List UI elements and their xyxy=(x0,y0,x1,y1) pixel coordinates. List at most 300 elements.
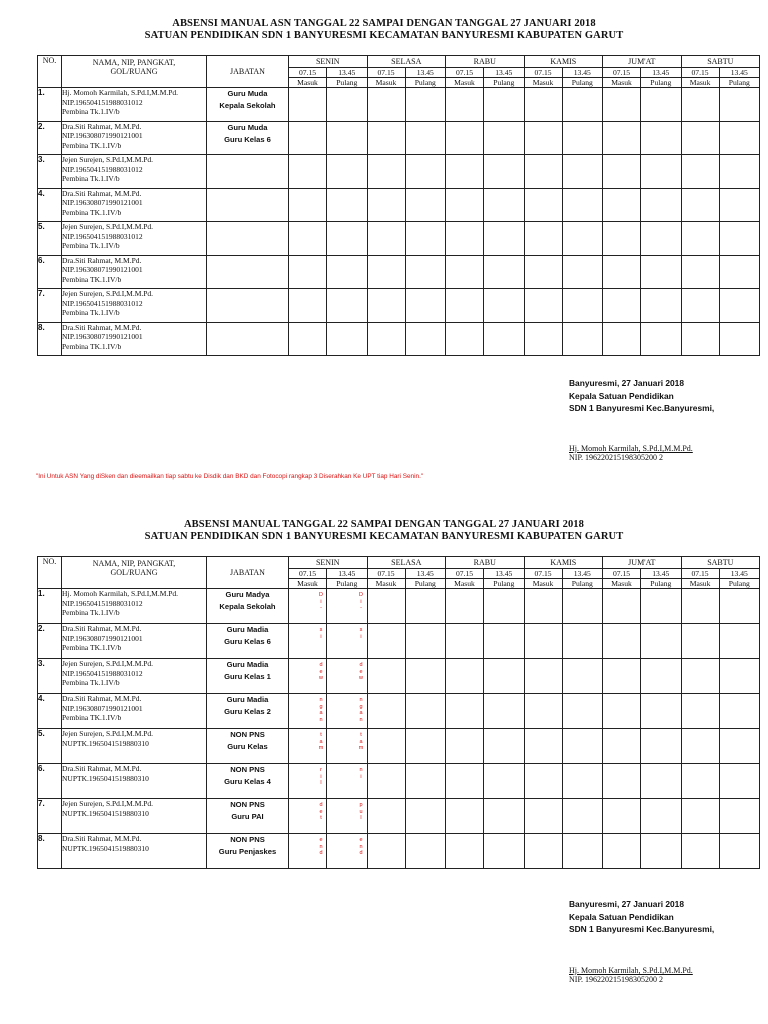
pulang-cell xyxy=(641,694,682,729)
masuk-cell xyxy=(289,589,327,624)
jabatan-line-1: Guru Muda xyxy=(227,122,268,132)
masuk-cell xyxy=(289,729,327,764)
pulang-cell xyxy=(562,188,603,222)
masuk-cell xyxy=(603,694,641,729)
row-number: 6. xyxy=(38,255,62,289)
masuk-cell xyxy=(446,834,484,869)
employee-cell xyxy=(62,729,207,764)
masuk-cell xyxy=(289,222,327,256)
masuk-cell xyxy=(446,289,484,323)
employee-name: Jejen Surejen, S.Pd.I,M.M.Pd. xyxy=(62,799,154,808)
pulang-cell xyxy=(327,222,368,256)
masuk-cell xyxy=(524,694,562,729)
masuk-cell xyxy=(681,729,719,764)
employee-name: Dra.Siti Rahmat, M.M.Pd. xyxy=(62,834,142,843)
signatory-name: Hj. Momoh Karmilah, S.Pd.I,M.M.Pd. xyxy=(569,444,693,453)
day-header: KAMIS xyxy=(524,56,603,68)
jabatan-line-1: NON PNS xyxy=(230,835,265,844)
pulang-cell xyxy=(405,255,446,289)
attendance-table-1 xyxy=(37,55,760,356)
employee-nip: NIP.196504151988031012 xyxy=(62,97,143,107)
day-header: SENIN xyxy=(289,56,368,68)
employee-rank: Pembina Tk.1.IV/b xyxy=(62,608,120,617)
time-in: 07.15 xyxy=(289,68,327,78)
masuk-cell xyxy=(681,222,719,256)
pulang-cell xyxy=(405,729,446,764)
day-header: JUM'AT xyxy=(603,557,682,569)
time-out: 13.45 xyxy=(562,569,603,579)
time-in: 07.15 xyxy=(367,68,405,78)
pulang-label: Pulang xyxy=(405,579,446,589)
masuk-label: Masuk xyxy=(289,78,327,88)
jabatan-cell xyxy=(207,624,289,659)
employee-name: Jejen Surejen, S.Pd.I,M.M.Pd. xyxy=(62,729,154,738)
employee-cell xyxy=(62,155,207,189)
pulang-cell xyxy=(327,255,368,289)
masuk-label: Masuk xyxy=(289,579,327,589)
masuk-cell xyxy=(603,188,641,222)
pulang-cell xyxy=(327,589,368,624)
masuk-cell xyxy=(524,834,562,869)
row-number: 7. xyxy=(38,799,62,834)
employee-cell xyxy=(62,589,207,624)
pulang-cell xyxy=(562,155,603,189)
jabatan-cell xyxy=(207,255,289,289)
jabatan-line-1: Guru Madia xyxy=(226,660,269,669)
pulang-label: Pulang xyxy=(562,78,603,88)
pulang-label: Pulang xyxy=(641,78,682,88)
time-out: 13.45 xyxy=(641,68,682,78)
pulang-cell xyxy=(641,729,682,764)
masuk-cell xyxy=(446,322,484,356)
employee-nip: NIP.196308071990121001 xyxy=(62,703,143,713)
row-number: 3. xyxy=(38,659,62,694)
masuk-cell xyxy=(367,834,405,869)
pulang-cell xyxy=(327,834,368,869)
pulang-cell xyxy=(484,659,525,694)
title-line-3: ABSENSI MANUAL TANGGAL 22 SAMPAI DENGAN TANGGAL 27 JANUARI 2018 xyxy=(184,519,584,530)
pulang-cell xyxy=(719,289,760,323)
masuk-cell xyxy=(289,799,327,834)
masuk-cell xyxy=(681,624,719,659)
masuk-cell xyxy=(446,799,484,834)
time-out: 13.45 xyxy=(562,68,603,78)
masuk-cell xyxy=(603,155,641,189)
signature-place-date: Banyuresmi, 27 Januari 2018 xyxy=(569,899,684,909)
masuk-cell xyxy=(446,255,484,289)
handwritten-note: d e w xyxy=(319,662,323,681)
table-row xyxy=(38,188,760,222)
time-in: 07.15 xyxy=(681,569,719,579)
row-number: 1. xyxy=(38,589,62,624)
employee-rank: Pembina TK.1.IV/b xyxy=(62,713,122,722)
pulang-cell xyxy=(562,222,603,256)
jabatan-cell xyxy=(207,799,289,834)
jabatan-line-1: Guru Madya xyxy=(225,590,270,599)
pulang-label: Pulang xyxy=(719,579,760,589)
masuk-cell xyxy=(367,289,405,323)
masuk-cell xyxy=(446,729,484,764)
time-out: 13.45 xyxy=(719,569,760,579)
handwritten-note: s i xyxy=(319,627,323,640)
masuk-cell xyxy=(681,764,719,799)
masuk-cell xyxy=(603,88,641,122)
jabatan-cell xyxy=(207,659,289,694)
signature-role: Kepala Satuan Pendidikan xyxy=(569,911,674,922)
handwritten-note: s i xyxy=(359,627,363,640)
employee-name: Dra.Siti Rahmat, M.M.Pd. xyxy=(62,255,142,265)
jabatan-line-1: NON PNS xyxy=(230,730,265,739)
pulang-cell xyxy=(719,624,760,659)
employee-cell xyxy=(62,834,207,869)
pulang-cell xyxy=(562,589,603,624)
employee-name: Dra.Siti Rahmat, M.M.Pd. xyxy=(62,624,142,633)
pulang-cell xyxy=(327,322,368,356)
jabatan-line-2: Guru Kelas 6 xyxy=(224,637,271,646)
signatory-name: Hj. Momoh Karmilah, S.Pd.I,M.M.Pd. xyxy=(569,966,693,975)
jabatan-line-1: NON PNS xyxy=(230,800,265,809)
row-number: 5. xyxy=(38,222,62,256)
table-row xyxy=(38,834,760,869)
pulang-label: Pulang xyxy=(641,579,682,589)
jabatan-line-1: Guru Muda xyxy=(227,89,268,98)
employee-rank: Pembina Tk.1.IV/b xyxy=(62,174,120,183)
employee-cell xyxy=(62,694,207,729)
day-header: SENIN xyxy=(289,557,368,569)
pulang-cell xyxy=(327,88,368,122)
pulang-label: Pulang xyxy=(327,78,368,88)
row-number: 4. xyxy=(38,188,62,222)
masuk-cell xyxy=(603,222,641,256)
masuk-cell xyxy=(524,589,562,624)
pulang-cell xyxy=(484,289,525,323)
pulang-cell xyxy=(327,121,368,155)
time-out: 13.45 xyxy=(719,68,760,78)
masuk-cell xyxy=(367,88,405,122)
masuk-cell xyxy=(446,222,484,256)
col-no-header: NO. xyxy=(38,557,62,589)
pulang-cell xyxy=(405,694,446,729)
jabatan-line-1: Guru Madia xyxy=(226,695,269,704)
employee-cell xyxy=(62,188,207,222)
pulang-cell xyxy=(562,764,603,799)
time-out: 13.45 xyxy=(484,68,525,78)
pulang-cell xyxy=(327,694,368,729)
pulang-cell xyxy=(484,729,525,764)
pulang-cell xyxy=(484,155,525,189)
handwritten-note: n i xyxy=(359,767,363,780)
day-header: SELASA xyxy=(367,557,446,569)
handwritten-note: e n d xyxy=(359,837,363,856)
day-header: SABTU xyxy=(681,56,760,68)
pulang-cell xyxy=(484,799,525,834)
handwritten-note: p u l xyxy=(359,802,363,821)
masuk-cell xyxy=(524,255,562,289)
header-row xyxy=(38,557,760,569)
signature-place-date: Banyuresmi, 27 Januari 2018 xyxy=(569,378,684,388)
masuk-cell xyxy=(446,589,484,624)
time-in: 07.15 xyxy=(603,68,641,78)
signature-block-1 xyxy=(569,377,714,415)
masuk-cell xyxy=(367,188,405,222)
day-header: SABTU xyxy=(681,557,760,569)
masuk-cell xyxy=(524,188,562,222)
masuk-cell xyxy=(446,659,484,694)
title-line-1: ABSENSI MANUAL ASN TANGGAL 22 SAMPAI DENGAN TANGGAL 27 JANUARI 2018 xyxy=(172,18,596,29)
pulang-cell xyxy=(719,188,760,222)
masuk-label: Masuk xyxy=(446,78,484,88)
masuk-cell xyxy=(603,799,641,834)
masuk-cell xyxy=(681,834,719,869)
employee-nip: NUPTK.1965041519880310 xyxy=(62,843,149,853)
employee-name: Hj. Momoh Karmilah, S.Pd.I,M.M.Pd. xyxy=(62,88,179,97)
jabatan-line-1: Guru Madia xyxy=(226,625,269,634)
masuk-cell xyxy=(524,289,562,323)
pulang-cell xyxy=(484,255,525,289)
time-in: 07.15 xyxy=(681,68,719,78)
jabatan-cell xyxy=(207,222,289,256)
masuk-cell xyxy=(289,155,327,189)
pulang-cell xyxy=(405,589,446,624)
masuk-cell xyxy=(367,729,405,764)
masuk-cell xyxy=(367,155,405,189)
jabatan-cell xyxy=(207,322,289,356)
col-name-header: NAMA, NIP, PANGKAT, GOL/RUANG xyxy=(62,557,207,589)
pulang-cell xyxy=(327,188,368,222)
employee-rank: Pembina TK.1.IV/b xyxy=(62,207,122,217)
employee-nip: NIP.196504151988031012 xyxy=(62,164,143,174)
masuk-cell xyxy=(367,589,405,624)
pulang-cell xyxy=(405,659,446,694)
employee-nip: NUPTK.1965041519880310 xyxy=(62,808,149,818)
pulang-cell xyxy=(719,764,760,799)
pulang-cell xyxy=(641,222,682,256)
jabatan-cell xyxy=(207,289,289,323)
pulang-label: Pulang xyxy=(562,579,603,589)
pulang-cell xyxy=(484,121,525,155)
handwritten-note: e n d xyxy=(319,837,323,856)
masuk-cell xyxy=(603,834,641,869)
employee-rank: Pembina TK.1.IV/b xyxy=(62,274,122,284)
row-number: 2. xyxy=(38,121,62,155)
time-out: 13.45 xyxy=(405,68,446,78)
masuk-cell xyxy=(681,589,719,624)
jabatan-line-2: Guru PAI xyxy=(231,812,264,821)
handwritten-note: r i l xyxy=(320,767,322,786)
pulang-cell xyxy=(484,322,525,356)
masuk-cell xyxy=(681,322,719,356)
pulang-cell xyxy=(719,121,760,155)
row-number: 8. xyxy=(38,322,62,356)
masuk-cell xyxy=(603,729,641,764)
handwritten-note: D i - xyxy=(319,592,323,611)
signatory-2 xyxy=(569,966,693,984)
pulang-cell xyxy=(327,764,368,799)
masuk-cell xyxy=(524,764,562,799)
pulang-cell xyxy=(405,289,446,323)
pulang-cell xyxy=(641,834,682,869)
row-number: 3. xyxy=(38,155,62,189)
pulang-cell xyxy=(719,589,760,624)
employee-cell xyxy=(62,799,207,834)
time-in: 07.15 xyxy=(289,569,327,579)
masuk-cell xyxy=(603,624,641,659)
pulang-cell xyxy=(327,799,368,834)
header-row xyxy=(38,56,760,68)
masuk-cell xyxy=(367,222,405,256)
employee-nip: NIP.196504151988031012 xyxy=(62,231,143,241)
masuk-cell xyxy=(603,322,641,356)
pulang-cell xyxy=(719,322,760,356)
pulang-cell xyxy=(327,729,368,764)
attendance-table-2 xyxy=(37,556,760,869)
employee-name: Jejen Surejen, S.Pd.I,M.M.Pd. xyxy=(62,659,154,668)
row-number: 1. xyxy=(38,88,62,122)
jabatan-cell xyxy=(207,764,289,799)
pulang-cell xyxy=(719,155,760,189)
masuk-cell xyxy=(446,121,484,155)
employee-name: Hj. Momoh Karmilah, S.Pd.I,M.M.Pd. xyxy=(62,589,179,598)
jabatan-line-2: Guru Kelas xyxy=(227,742,268,751)
table-row xyxy=(38,799,760,834)
pulang-cell xyxy=(719,255,760,289)
pulang-cell xyxy=(484,624,525,659)
employee-rank: Pembina TK.1.IV/b xyxy=(62,643,122,652)
masuk-label: Masuk xyxy=(603,579,641,589)
handwritten-note: n g a n xyxy=(359,697,363,723)
employee-cell xyxy=(62,289,207,323)
masuk-cell xyxy=(446,155,484,189)
jabatan-cell xyxy=(207,834,289,869)
handwritten-note: t a m xyxy=(358,732,364,751)
employee-nip: NIP.196504151988031012 xyxy=(62,668,143,678)
jabatan-cell xyxy=(207,88,289,122)
masuk-cell xyxy=(289,322,327,356)
jabatan-line-2: Guru Kelas 6 xyxy=(224,134,271,144)
masuk-cell xyxy=(367,322,405,356)
employee-rank: Pembina Tk.1.IV/b xyxy=(62,678,120,687)
time-out: 13.45 xyxy=(641,569,682,579)
row-number: 4. xyxy=(38,694,62,729)
col-no-header: NO. xyxy=(38,56,62,88)
masuk-cell xyxy=(289,834,327,869)
masuk-cell xyxy=(681,88,719,122)
time-in: 07.15 xyxy=(446,569,484,579)
pulang-cell xyxy=(327,624,368,659)
signature-school: SDN 1 Banyuresmi Kec.Banyuresmi, xyxy=(569,924,715,934)
col-name-header: NAMA, NIP, PANGKAT, GOL/RUANG xyxy=(62,56,207,88)
masuk-cell xyxy=(603,764,641,799)
day-header: RABU xyxy=(446,557,525,569)
masuk-cell xyxy=(446,188,484,222)
time-out: 13.45 xyxy=(484,569,525,579)
table-row xyxy=(38,88,760,122)
masuk-cell xyxy=(367,121,405,155)
masuk-cell xyxy=(524,155,562,189)
pulang-label: Pulang xyxy=(719,78,760,88)
masuk-cell xyxy=(367,659,405,694)
time-in: 07.15 xyxy=(524,569,562,579)
masuk-cell xyxy=(681,155,719,189)
jabatan-cell xyxy=(207,729,289,764)
pulang-cell xyxy=(641,121,682,155)
title-line-2: SATUAN PENDIDIKAN SDN 1 BANYURESMI KECAMATAN BANYURESMI KABUPATEN GARUT xyxy=(144,30,624,41)
pulang-cell xyxy=(405,764,446,799)
pulang-cell xyxy=(719,799,760,834)
pulang-cell xyxy=(484,764,525,799)
table-row xyxy=(38,322,760,356)
employee-cell xyxy=(62,322,207,356)
employee-name: Dra.Siti Rahmat, M.M.Pd. xyxy=(62,121,142,131)
pulang-cell xyxy=(562,88,603,122)
employee-cell xyxy=(62,255,207,289)
masuk-label: Masuk xyxy=(681,78,719,88)
pulang-cell xyxy=(641,659,682,694)
masuk-cell xyxy=(681,799,719,834)
pulang-cell xyxy=(641,322,682,356)
masuk-cell xyxy=(524,729,562,764)
jabatan-cell xyxy=(207,121,289,155)
jabatan-cell xyxy=(207,694,289,729)
employee-rank: Pembina TK.1.IV/b xyxy=(62,140,122,150)
employee-cell xyxy=(62,659,207,694)
pulang-cell xyxy=(719,694,760,729)
employee-name: Dra.Siti Rahmat, M.M.Pd. xyxy=(62,188,142,198)
table-row xyxy=(38,729,760,764)
time-in: 07.15 xyxy=(524,68,562,78)
pulang-cell xyxy=(562,834,603,869)
employee-rank: Pembina TK.1.IV/b xyxy=(62,341,122,351)
pulang-cell xyxy=(562,694,603,729)
pulang-cell xyxy=(484,589,525,624)
pulang-cell xyxy=(484,694,525,729)
masuk-label: Masuk xyxy=(367,579,405,589)
pulang-cell xyxy=(405,155,446,189)
employee-rank: Pembina Tk.1.IV/b xyxy=(62,308,120,317)
table-row xyxy=(38,155,760,189)
jabatan-line-2: Guru Kelas 1 xyxy=(224,672,271,681)
pulang-cell xyxy=(484,88,525,122)
pulang-label: Pulang xyxy=(327,579,368,589)
employee-nip: NIP.196308071990121001 xyxy=(62,198,143,207)
jabatan-line-2: Guru Penjaskes xyxy=(218,847,277,856)
table-row xyxy=(38,694,760,729)
pulang-label: Pulang xyxy=(405,78,446,88)
signature-block-2 xyxy=(569,898,714,936)
employee-name: Jejen Surejen, S.Pd.I,M.M.Pd. xyxy=(62,155,154,164)
masuk-cell xyxy=(289,659,327,694)
pulang-cell xyxy=(641,88,682,122)
masuk-cell xyxy=(289,764,327,799)
masuk-cell xyxy=(446,694,484,729)
masuk-cell xyxy=(289,289,327,323)
masuk-cell xyxy=(524,88,562,122)
time-in: 07.15 xyxy=(446,68,484,78)
masuk-cell xyxy=(603,659,641,694)
employee-cell xyxy=(62,121,207,155)
jabatan-line-2: Guru Kelas 2 xyxy=(224,707,271,716)
jabatan-line-2: Guru Kelas 4 xyxy=(224,777,271,786)
employee-name: Dra.Siti Rahmat, M.M.Pd. xyxy=(62,764,142,773)
employee-name: Dra.Siti Rahmat, M.M.Pd. xyxy=(62,694,142,703)
pulang-cell xyxy=(719,88,760,122)
masuk-cell xyxy=(289,624,327,659)
signature-school: SDN 1 Banyuresmi Kec.Banyuresmi, xyxy=(569,403,715,413)
employee-cell xyxy=(62,624,207,659)
masuk-cell xyxy=(603,589,641,624)
employee-nip: NIP.196504151988031012 xyxy=(62,598,143,608)
masuk-label: Masuk xyxy=(524,78,562,88)
